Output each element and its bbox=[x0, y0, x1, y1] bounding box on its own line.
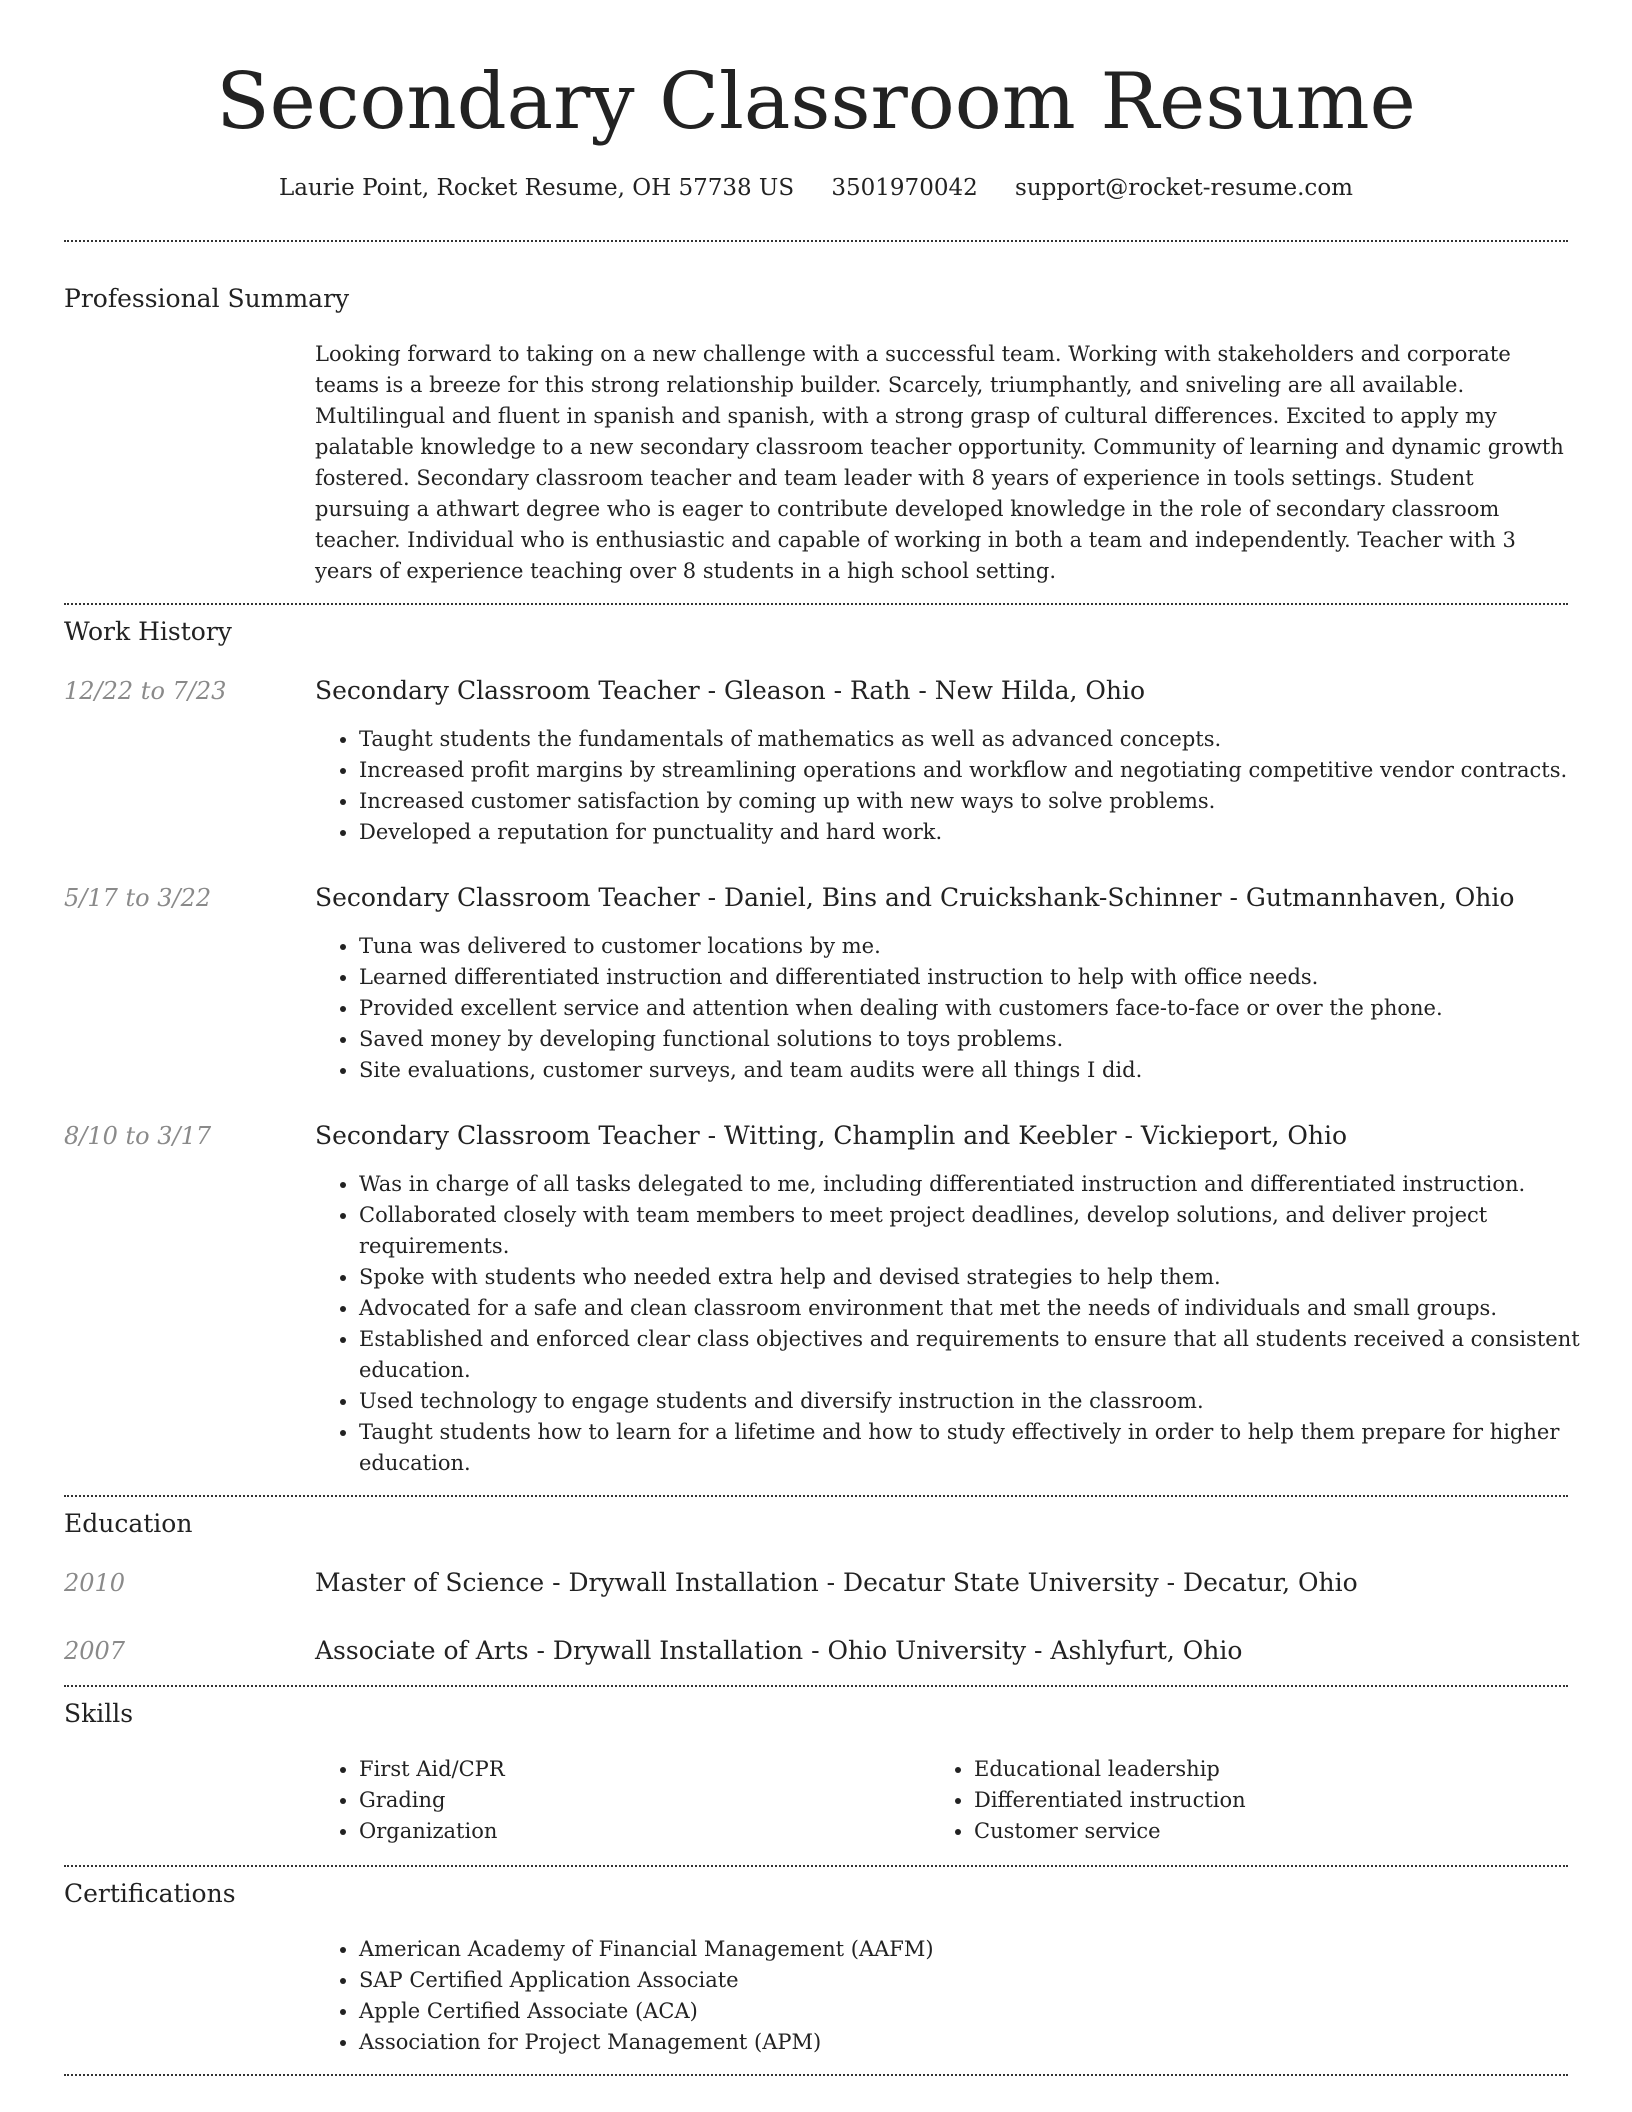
list-item: • Apple Certified Associate (ACA) bbox=[359, 1996, 1609, 2027]
section-divider bbox=[64, 603, 1568, 605]
job-bullets bbox=[315, 724, 1609, 848]
education-year: 2010 bbox=[64, 1569, 126, 1597]
section-heading-education: Education bbox=[64, 1509, 193, 1538]
job-title: Secondary Classroom Teacher - Daniel, Bins and Cruickshank-Schinner - Gutmannhaven, Ohio bbox=[315, 883, 1515, 912]
list-item: • Developed a reputation for punctuality and hard work. bbox=[359, 817, 1609, 848]
education-degree: Master of Science - Drywall Installation - Decatur State University - Decatur, Ohio bbox=[315, 1568, 1358, 1597]
contact-line bbox=[0, 170, 1632, 206]
list-item: • American Academy of Financial Management (AAFM) bbox=[359, 1934, 1609, 1965]
contact-phone: 3501970042 bbox=[831, 175, 978, 201]
certifications-list bbox=[315, 1934, 1609, 2058]
job-bullets bbox=[315, 1169, 1609, 1479]
job-title: Secondary Classroom Teacher - Witting, Champlin and Keebler - Vickieport, Ohio bbox=[315, 1121, 1348, 1150]
section-divider bbox=[64, 1495, 1568, 1497]
skills-list-left bbox=[315, 1754, 919, 1847]
section-divider bbox=[64, 1685, 1568, 1687]
list-item: • Customer service bbox=[974, 1816, 1534, 1847]
education-degree: Associate of Arts - Drywall Installation - Ohio University - Ashlyfurt, Ohio bbox=[315, 1636, 1243, 1665]
list-item: • Spoke with students who needed extra help and devised strategies to help them. bbox=[359, 1262, 1609, 1293]
list-item: • Advocated for a safe and clean classroom environment that met the needs of individuals and small groups. bbox=[359, 1293, 1609, 1324]
section-heading-certifications: Certifications bbox=[64, 1879, 236, 1908]
list-item: • First Aid/CPR bbox=[359, 1754, 919, 1785]
job-dates: 12/22 to 7/23 bbox=[64, 677, 227, 705]
skills-list-right bbox=[930, 1754, 1534, 1847]
summary-text: Looking forward to taking on a new challenge with a successful team. Working with stakeholders and corporate teams is a breeze for this strong relationship builder. Scarcely, triumphantly, and sniveling are all available. Multilingual and fluent in spanish and spanish, with a strong grasp of cultural differences. Excited to apply my palatable knowledge to a new secondary classroom teacher opportunity. Community of learning and dynamic growth fostered. Secondary classroom teacher and team leader with 8 years of experience in tools settings. Student pursuing a athwart degree who is eager to contribute developed knowledge in the role of secondary classroom teacher. Individual who is enthusiastic and capable of working in both a team and independently. Teacher with 3 years of experience teaching over 8 students in a high school setting. bbox=[315, 342, 1564, 583]
job-dates: 5/17 to 3/22 bbox=[64, 884, 212, 912]
job-dates: 8/10 to 3/17 bbox=[64, 1122, 212, 1150]
contact-email: support@rocket-resume.com bbox=[1015, 175, 1353, 201]
list-item: • Taught students how to learn for a lifetime and how to study effectively in order to help them prepare for higher education. bbox=[359, 1417, 1609, 1479]
job-title: Secondary Classroom Teacher - Gleason - Rath - New Hilda, Ohio bbox=[315, 676, 1146, 705]
list-item: • Learned differentiated instruction and differentiated instruction to help with office needs. bbox=[359, 962, 1609, 993]
section-divider bbox=[64, 1865, 1568, 1867]
list-item: • Tuna was delivered to customer locations by me. bbox=[359, 931, 1609, 962]
list-item: • Established and enforced clear class objectives and requirements to ensure that all students received a consistent education. bbox=[359, 1324, 1609, 1386]
list-item: • Organization bbox=[359, 1816, 919, 1847]
resume-title: Secondary Classroom Resume bbox=[216, 57, 1416, 147]
contact-address: Laurie Point, Rocket Resume, OH 57738 US bbox=[279, 175, 795, 201]
list-item: • Taught students the fundamentals of mathematics as well as advanced concepts. bbox=[359, 724, 1609, 755]
section-heading-skills: Skills bbox=[64, 1699, 134, 1728]
list-item: • Provided excellent service and attention when dealing with customers face-to-face or over the phone. bbox=[359, 993, 1609, 1024]
list-item: • Increased customer satisfaction by coming up with new ways to solve problems. bbox=[359, 786, 1609, 817]
list-item: • Was in charge of all tasks delegated to me, including differentiated instruction and differentiated instruction. bbox=[359, 1169, 1609, 1200]
section-divider bbox=[64, 2074, 1568, 2076]
list-item: • SAP Certified Application Associate bbox=[359, 1965, 1609, 1996]
list-item: • Differentiated instruction bbox=[974, 1785, 1534, 1816]
list-item: • Increased profit margins by streamlining operations and workflow and negotiating competitive vendor contracts. bbox=[359, 755, 1609, 786]
job-bullets bbox=[315, 931, 1609, 1086]
education-year: 2007 bbox=[64, 1637, 126, 1665]
list-item: • Educational leadership bbox=[974, 1754, 1534, 1785]
section-heading-summary: Professional Summary bbox=[64, 284, 350, 313]
list-item: • Grading bbox=[359, 1785, 919, 1816]
list-item: • Site evaluations, customer surveys, and team audits were all things I did. bbox=[359, 1055, 1609, 1086]
list-item: • Collaborated closely with team members to meet project deadlines, develop solutions, and deliver project requirements. bbox=[359, 1200, 1609, 1262]
section-divider bbox=[64, 240, 1568, 242]
list-item: • Used technology to engage students and diversify instruction in the classroom. bbox=[359, 1386, 1609, 1417]
section-heading-work: Work History bbox=[64, 617, 232, 646]
list-item: • Saved money by developing functional solutions to toys problems. bbox=[359, 1024, 1609, 1055]
list-item: • Association for Project Management (APM) bbox=[359, 2027, 1609, 2058]
